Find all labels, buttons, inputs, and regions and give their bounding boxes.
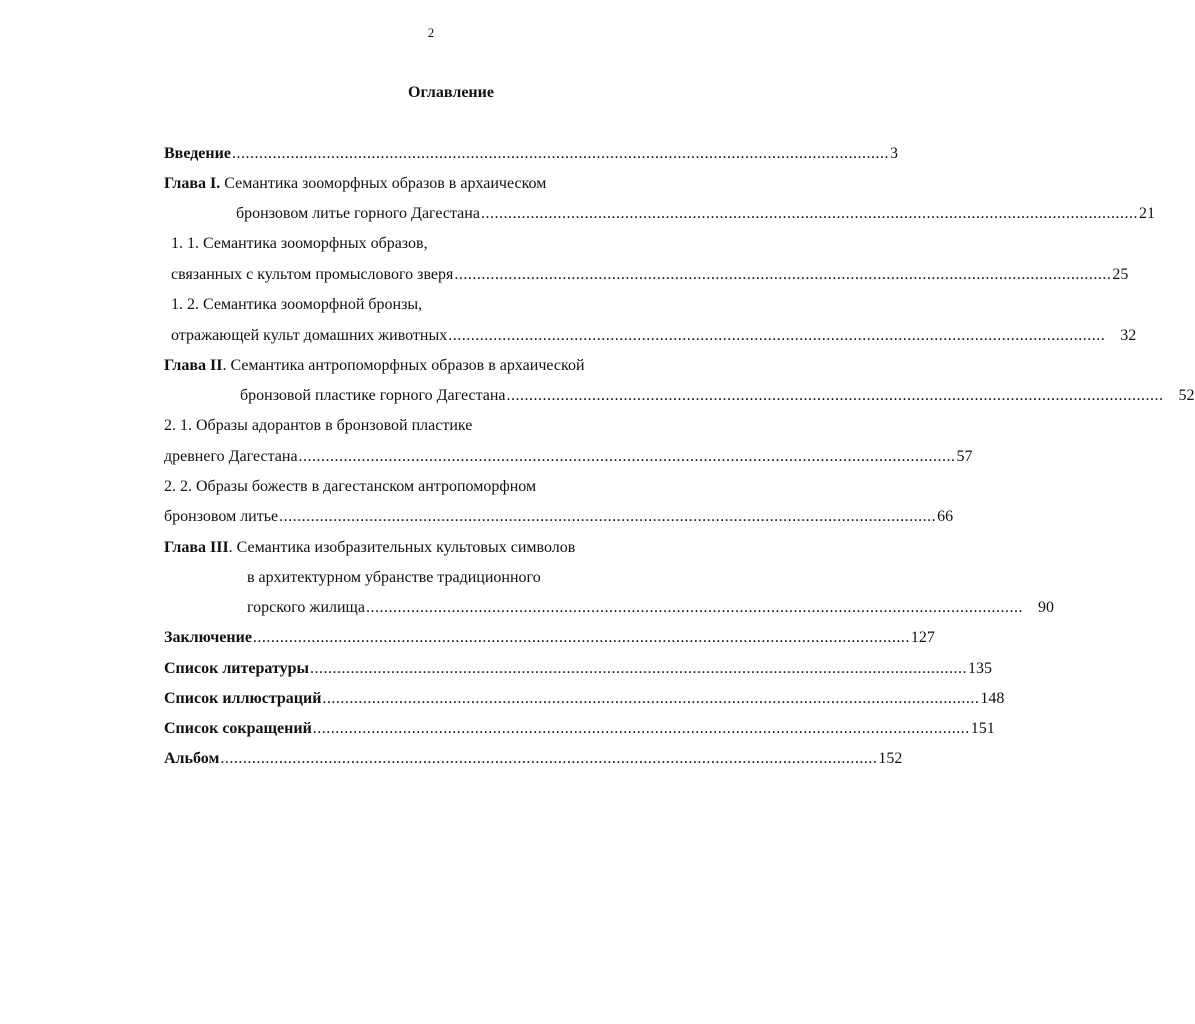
toc-entry-page: 3 xyxy=(889,145,898,162)
toc-entry-text: древнего Дагестана xyxy=(164,448,298,465)
toc-entry[interactable] xyxy=(164,173,730,195)
toc-entry-page: 148 xyxy=(980,690,1005,707)
toc-entry-page: 90 xyxy=(1037,599,1054,616)
toc-leader-dots: .................................................................................................................................................. xyxy=(279,508,937,525)
toc-entry[interactable] xyxy=(247,567,730,589)
toc-entry[interactable] xyxy=(164,355,730,377)
toc-entry-text: 2. 1. Образы адорантов в бронзовой пластике xyxy=(164,417,473,434)
toc-entry-bold: Введение xyxy=(164,145,231,162)
toc-entry[interactable] xyxy=(164,476,730,498)
toc-entry[interactable] xyxy=(164,143,898,165)
toc-entry[interactable] xyxy=(236,203,1155,225)
toc-entry-bold: Список сокращений xyxy=(164,720,312,737)
toc-entry-text: . Семантика изобразительных культовых символов xyxy=(228,539,576,556)
toc-entry-page: 52 xyxy=(1178,387,1195,404)
toc-entry[interactable] xyxy=(171,264,1129,286)
toc-entry[interactable] xyxy=(247,597,1054,619)
page-number: 2 xyxy=(427,25,435,40)
toc-title: Оглавление xyxy=(408,84,494,101)
toc-leader-dots: .................................................................................................................................................. xyxy=(322,690,980,707)
toc-entry[interactable] xyxy=(164,506,954,528)
toc-entry-text: отражающей культ домашних животных xyxy=(171,327,448,344)
toc-leader-dots: .................................................................................................................................................. xyxy=(365,599,1023,616)
toc-entry-page: 127 xyxy=(910,629,935,646)
toc-entry-bold: Заключение xyxy=(164,629,252,646)
toc-entry-page: 135 xyxy=(968,660,992,677)
toc-entry-page: 32 xyxy=(1120,327,1137,344)
toc-entry-page: 57 xyxy=(956,448,973,465)
toc-entry[interactable] xyxy=(164,718,995,740)
toc-entry-page: 25 xyxy=(1112,266,1129,283)
toc-entry[interactable] xyxy=(164,748,903,770)
toc-entry-text: 2. 2. Образы божеств в дагестанском антропоморфном xyxy=(164,478,537,495)
toc-entry-text: бронзовом литье xyxy=(164,508,279,525)
toc-entry[interactable] xyxy=(171,325,1137,347)
toc-entry-page: 66 xyxy=(937,508,954,525)
toc-leader-dots: .................................................................................................................................................. xyxy=(252,629,910,646)
toc-leader-dots: .................................................................................................................................................. xyxy=(480,205,1138,222)
toc-entry-bold: Список литературы xyxy=(164,660,309,677)
toc-entry[interactable] xyxy=(164,688,1005,710)
toc-leader-dots: .................................................................................................................................................. xyxy=(298,448,956,465)
toc-leader-dots: .................................................................................................................................................. xyxy=(310,660,967,677)
toc-entry-bold: Глава I. xyxy=(164,175,221,192)
toc-leader-dots: .................................................................................................................................................. xyxy=(220,750,878,767)
toc-entry-text: бронзовом литье горного Дагестана xyxy=(236,205,480,222)
toc-entry[interactable] xyxy=(164,627,935,649)
toc-entry[interactable] xyxy=(164,446,973,468)
toc-entry-text: 1. 2. Семантика зооморфной бронзы, xyxy=(171,296,423,313)
toc-entry-page: 152 xyxy=(878,750,903,767)
toc-entry-text: 1. 1. Семантика зооморфных образов, xyxy=(171,235,428,252)
toc-entry[interactable] xyxy=(164,415,730,437)
toc-leader-dots: .................................................................................................................................................. xyxy=(312,720,970,737)
toc-entry-bold: Список иллюстраций xyxy=(164,690,322,707)
toc-entry-bold: Альбом xyxy=(164,750,220,767)
toc-entry[interactable] xyxy=(240,385,1195,407)
toc-entry-bold: Глава II xyxy=(164,357,223,374)
toc-entry-text: . Семантика антропоморфных образов в архаической xyxy=(222,357,585,374)
toc-entry-text: Семантика зооморфных образов в архаическом xyxy=(220,175,547,192)
toc-leader-dots: .................................................................................................................................................. xyxy=(448,327,1106,344)
toc-entry-page: 151 xyxy=(970,720,995,737)
toc-entry-text: в архитектурном убранстве традиционного xyxy=(247,569,541,586)
toc-entry-text: связанных с культом промыслового зверя xyxy=(171,266,454,283)
toc-entry-text: бронзовой пластике горного Дагестана xyxy=(240,387,506,404)
toc-entry-page: 21 xyxy=(1138,205,1155,222)
toc-entry[interactable] xyxy=(164,658,992,680)
toc-leader-dots: .................................................................................................................................................. xyxy=(231,145,889,162)
toc-entry-bold: Глава III xyxy=(164,539,229,556)
toc-leader-dots: .................................................................................................................................................. xyxy=(454,266,1112,283)
toc-leader-dots: .................................................................................................................................................. xyxy=(506,387,1164,404)
toc-entry[interactable] xyxy=(171,233,730,255)
toc-entry[interactable] xyxy=(164,537,730,559)
toc-entry[interactable] xyxy=(171,294,730,316)
toc-entry-text: горского жилища xyxy=(247,599,365,616)
